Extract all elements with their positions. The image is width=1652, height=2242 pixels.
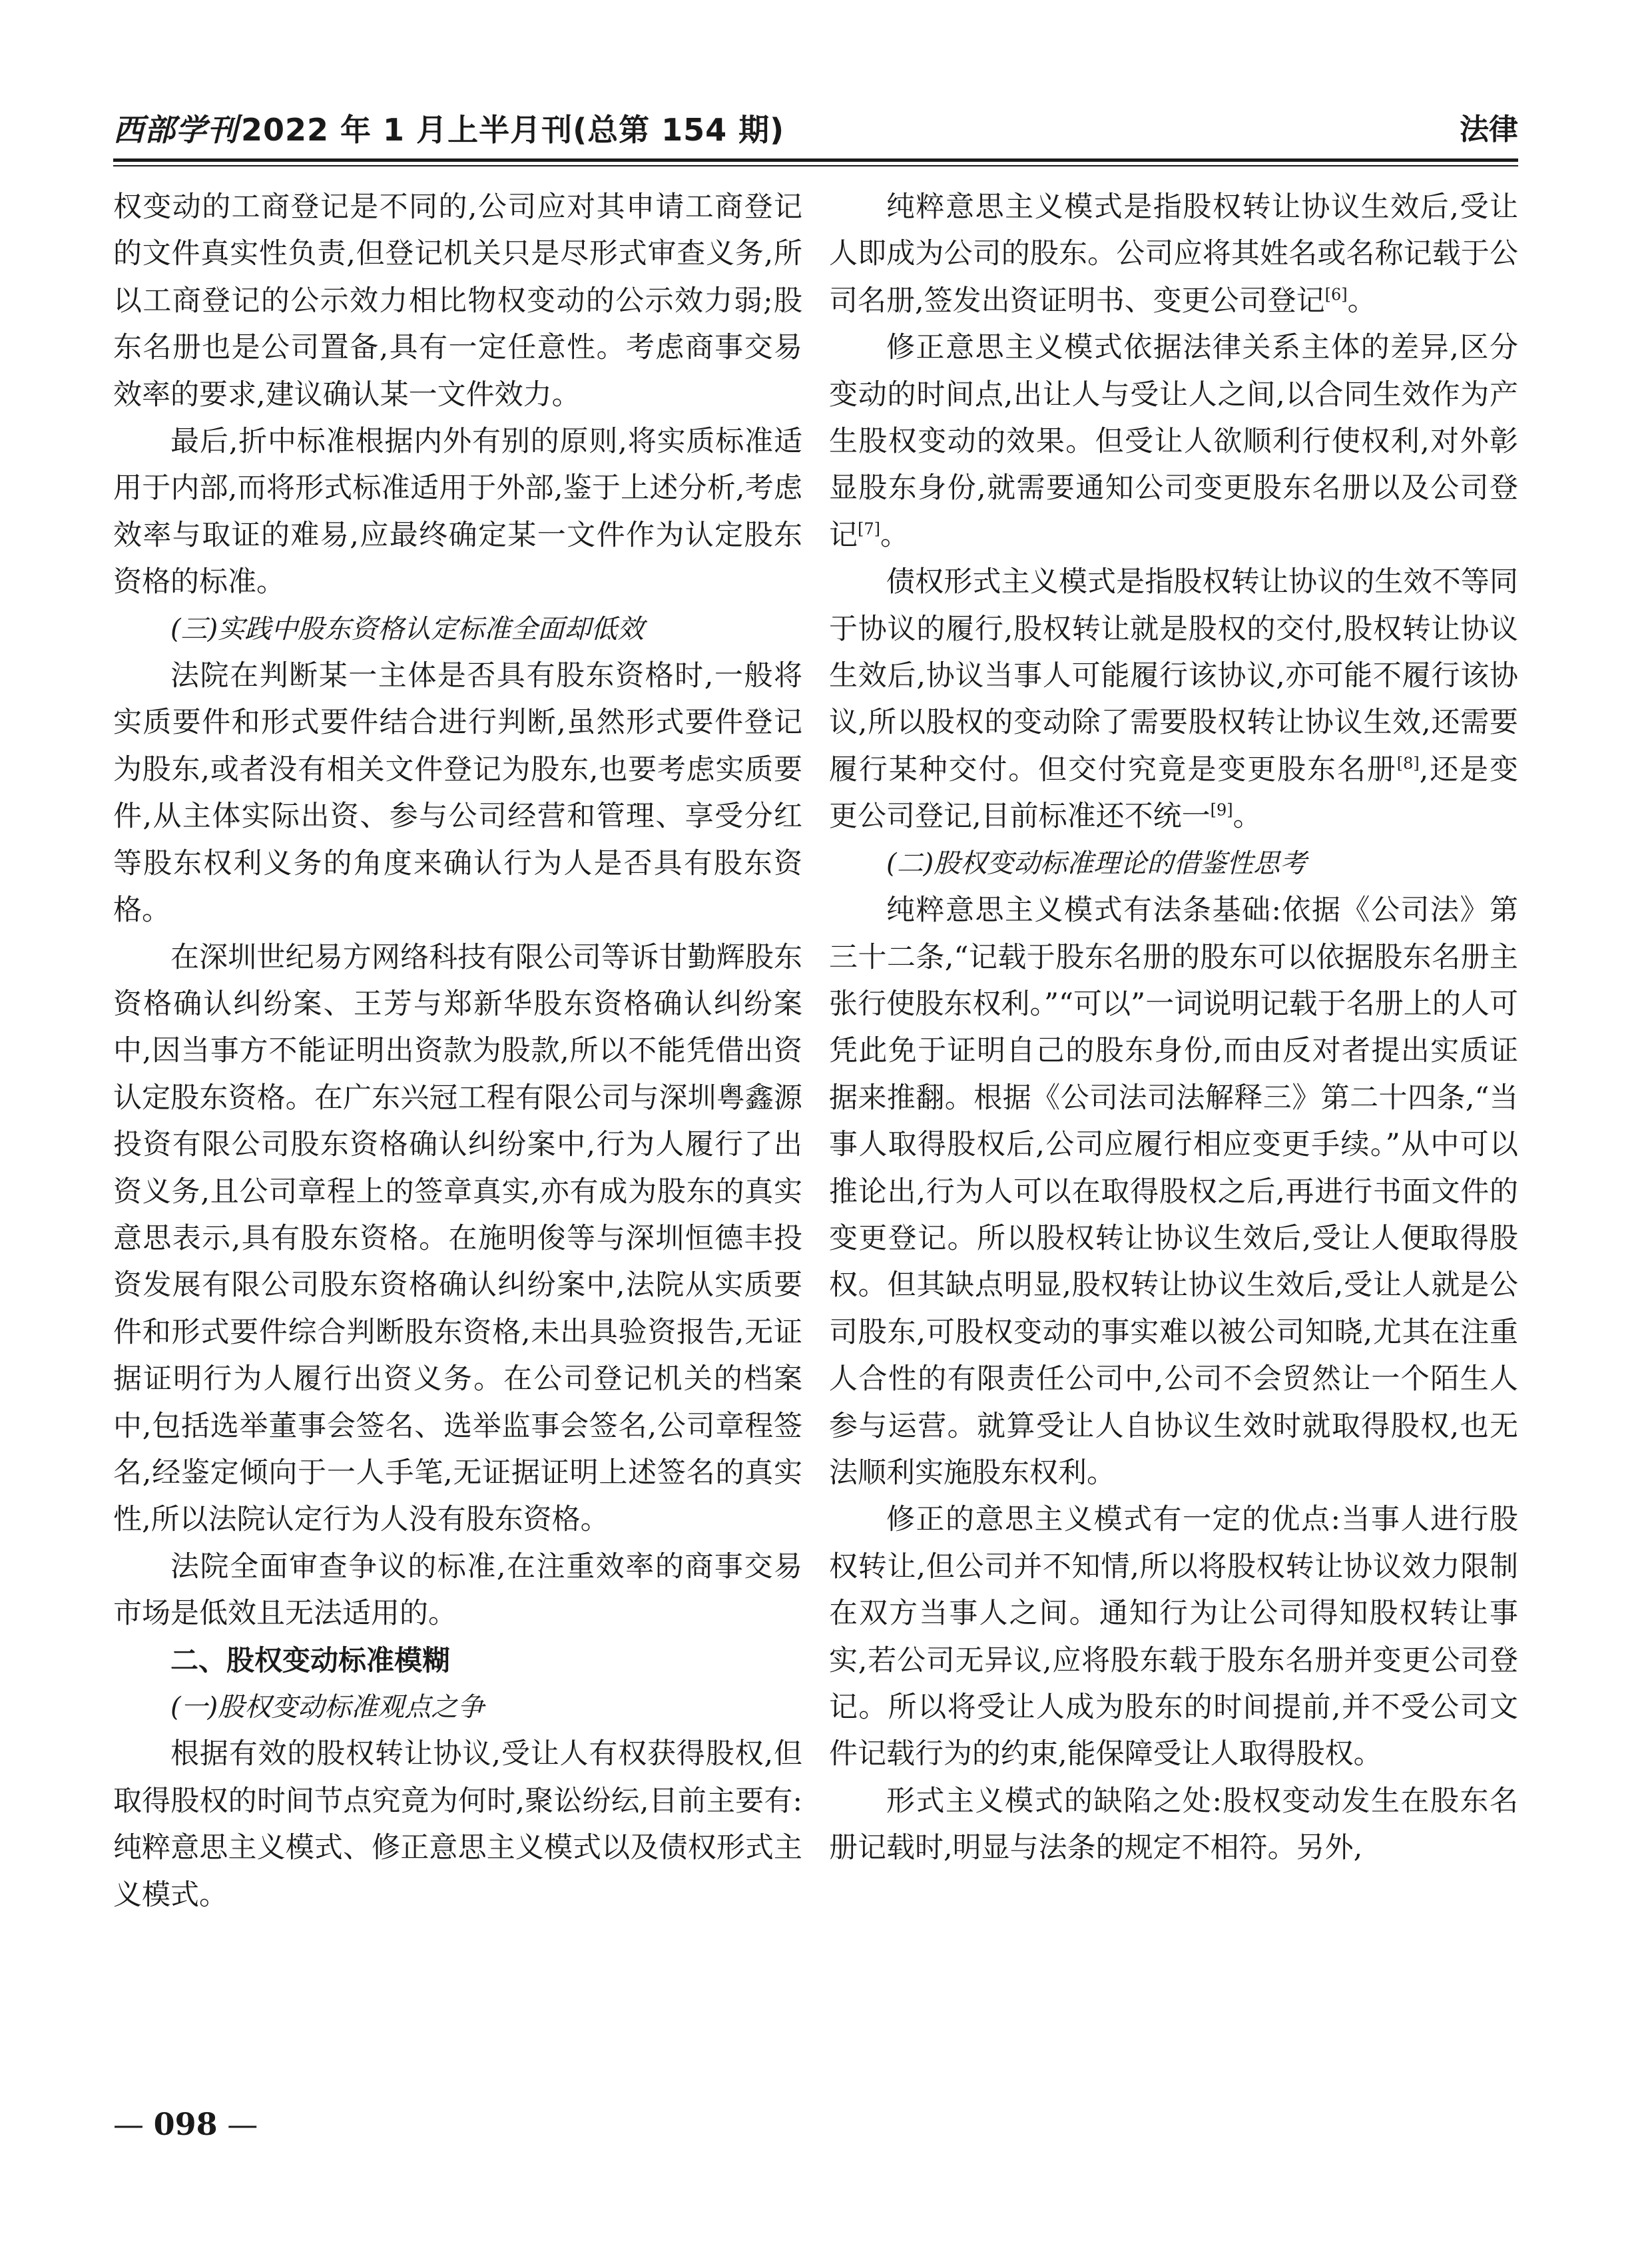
paragraph-text: 法院在判断某一主体是否具有股东资格时,一般将实质要件和形式要件结合进行判断,虽然形式要件登记为股东,或者没有相关文件登记为股东,也要考虑实质要件,从主体实际出资、参与公司经营和管理、享受分红等股东权利义务的角度来确认行为人是否具有股东资格。 bbox=[113, 659, 802, 928]
paragraph-text: 在深圳世纪易方网络科技有限公司等诉甘勤辉股东资格确认纠纷案、王芳与郑新华股东资格确认纠纷案中,因当事方不能证明出资款为股款,所以不能凭借出资认定股东资格。在广东兴冠工程有限公司与深圳粤鑫源投资有限公司股东资格确认纠纷案中,行为人履行了出资义务,且公司章程上的签章真实,亦有成为股东的真实意思表示,具有股东资格。在施明俊等与深圳恒德丰投资发展有限公司股东资格确认纠纷案中,法院从实质要件和形式要件综合判断股东资格,未出具验资报告,无证据证明行为人履行出资义务。在公司登记机关的档案中,包括选举董事会签名、选举监事会签名,公司章程签名,经鉴定倾向于一人手笔,无证据证明上述签名的真实性,所以法院认定行为人没有股东资格。 bbox=[113, 940, 802, 1537]
issue-info: 2022 年 1 月上半月刊(总第 154 期) bbox=[241, 112, 785, 148]
paragraph bbox=[113, 934, 802, 1543]
paragraph bbox=[829, 887, 1518, 1496]
page-number: 098 bbox=[153, 2106, 218, 2142]
paragraph bbox=[829, 559, 1518, 840]
journal-masthead bbox=[113, 103, 784, 156]
paragraph-continued bbox=[113, 184, 802, 418]
paragraph-text: 权变动的工商登记是不同的,公司应对其申请工商登记的文件真实性负责,但登记机关只是尽形式审查义务,所以工商登记的公示效力相比物权变动的公示效力弱;股东名册也是公司置备,具有一定任意性。考虑商事交易效率的要求,建议确认某一文件效力。 bbox=[113, 190, 802, 412]
section-label: 法律 bbox=[1460, 113, 1518, 146]
paragraph bbox=[113, 1731, 802, 1918]
paragraph-text: (三)实践中股东资格认定标准全面却低效 bbox=[170, 613, 645, 645]
paragraph bbox=[829, 184, 1518, 324]
paragraph-text-tail: 。 bbox=[1347, 284, 1376, 318]
citation-ref: [7] bbox=[858, 519, 880, 539]
header-rule-thick bbox=[113, 158, 1518, 162]
subsection-heading bbox=[829, 840, 1518, 887]
paragraph bbox=[829, 324, 1518, 559]
paragraph bbox=[113, 1543, 802, 1637]
page-footer bbox=[113, 2104, 258, 2144]
section-heading bbox=[113, 1637, 802, 1684]
paragraph bbox=[113, 653, 802, 934]
paragraph-text: 最后,折中标准根据内外有别的原则,将实质标准适用于内部,而将形式标准适用于外部,鉴于上述分析,考虑效率与取证的难易,应最终确定某一文件作为认定股东资格的标准。 bbox=[113, 425, 802, 599]
paragraph-text: 修正意思主义模式依据法律关系主体的差异,区分变动的时间点,出让人与受让人之间,以合同生效作为产生股权变动的效果。但受让人欲顺利行使权利,对外彰显股东身份,就需要通知公司变更股东名册以及公司登记 bbox=[829, 331, 1518, 552]
paragraph-text: 根据有效的股权转让协议,受让人有权获得股权,但取得股权的时间节点究竟为何时,聚讼纷纭,目前主要有:纯粹意思主义模式、修正意思主义模式以及债权形式主义模式。 bbox=[113, 1737, 802, 1912]
paragraph-text: 纯粹意思主义模式是指股权转让协议生效后,受让人即成为公司的股东。公司应将其姓名或名称记载于公司名册,签发出资证明书、变更公司登记 bbox=[829, 190, 1518, 318]
paragraph bbox=[829, 1496, 1518, 1777]
paragraph-text: (二)股权变动标准理论的借鉴性思考 bbox=[886, 848, 1307, 879]
footer-dash-right: — bbox=[217, 2106, 258, 2142]
footer-dash-left: — bbox=[113, 2106, 154, 2142]
paragraph bbox=[829, 1778, 1518, 1872]
journal-logo: 西部学刊 bbox=[113, 112, 238, 148]
citation-ref: [6] bbox=[1324, 285, 1348, 304]
right-column bbox=[829, 184, 1518, 1872]
running-header bbox=[113, 103, 1518, 156]
citation-ref: [8] bbox=[1396, 754, 1420, 773]
subsection-heading bbox=[113, 606, 802, 653]
paragraph bbox=[113, 418, 802, 606]
paragraph-text-tail: 。 bbox=[1233, 800, 1262, 834]
subsection-heading bbox=[113, 1684, 802, 1731]
paragraph-text: 形式主义模式的缺陷之处:股权变动发生在股东名册记载时,明显与法条的规定不相符。另外, bbox=[829, 1784, 1518, 1865]
paragraph-text: 法院全面审查争议的标准,在注重效率的商事交易市场是低效且无法适用的。 bbox=[113, 1549, 802, 1631]
paragraph-text: (一)股权变动标准观点之争 bbox=[170, 1692, 485, 1723]
paragraph-text-tail: 。 bbox=[880, 518, 909, 552]
paragraph-text: 债权形式主义模式是指股权转让协议的生效不等同于协议的履行,股权转让就是股权的交付,股权转让协议生效后,协议当事人可能履行该协议,亦可能不履行该协议,所以股权的变动除了需要股权转让协议生效,还需要履行某种交付。但交付究竟是变更股东名册 bbox=[829, 565, 1518, 786]
citation-ref: [9] bbox=[1210, 800, 1233, 820]
paragraph-text: 二、股权变动标准模糊 bbox=[170, 1643, 451, 1677]
left-column bbox=[113, 184, 802, 1918]
paragraph-text-tail: ,还是变更公司登记,目前标准还不统一 bbox=[829, 752, 1519, 834]
paragraph-text: 修正的意思主义模式有一定的优点:当事人进行股权转让,但公司并不知情,所以将股权转让协议效力限制在双方当事人之间。通知行为让公司得知股权转让事实,若公司无异议,应将股东载于股东名册并变更公司登记。所以将受让人成为股东的时间提前,并不受公司文件记载行为的约束,能保障受让人取得股权。 bbox=[829, 1503, 1518, 1771]
header-rule-thin bbox=[113, 165, 1518, 166]
paragraph-text: 纯粹意思主义模式有法条基础:依据《公司法》第三十二条,“记载于股东名册的股东可以依据股东名册主张行使股东权利。”“可以”一词说明记载于名册上的人可凭此免于证明自己的股东身份,而由反对者提出实质证据来推翻。根据《公司法司法解释三》第二十四条,“当事人取得股权后,公司应履行相应变更手续。”从中可以推论出,行为人可以在取得股权之后,再进行书面文件的变更登记。所以股权转让协议生效后,受让人便取得股权。但其缺点明显,股权转让协议生效后,受让人就是公司股东,可股权变动的事实难以被公司知晓,尤其在注重人合性的有限责任公司中,公司不会贸然让一个陌生人参与运营。就算受让人自协议生效时就取得股权,也无法顺利实施股东权利。 bbox=[829, 894, 1518, 1490]
